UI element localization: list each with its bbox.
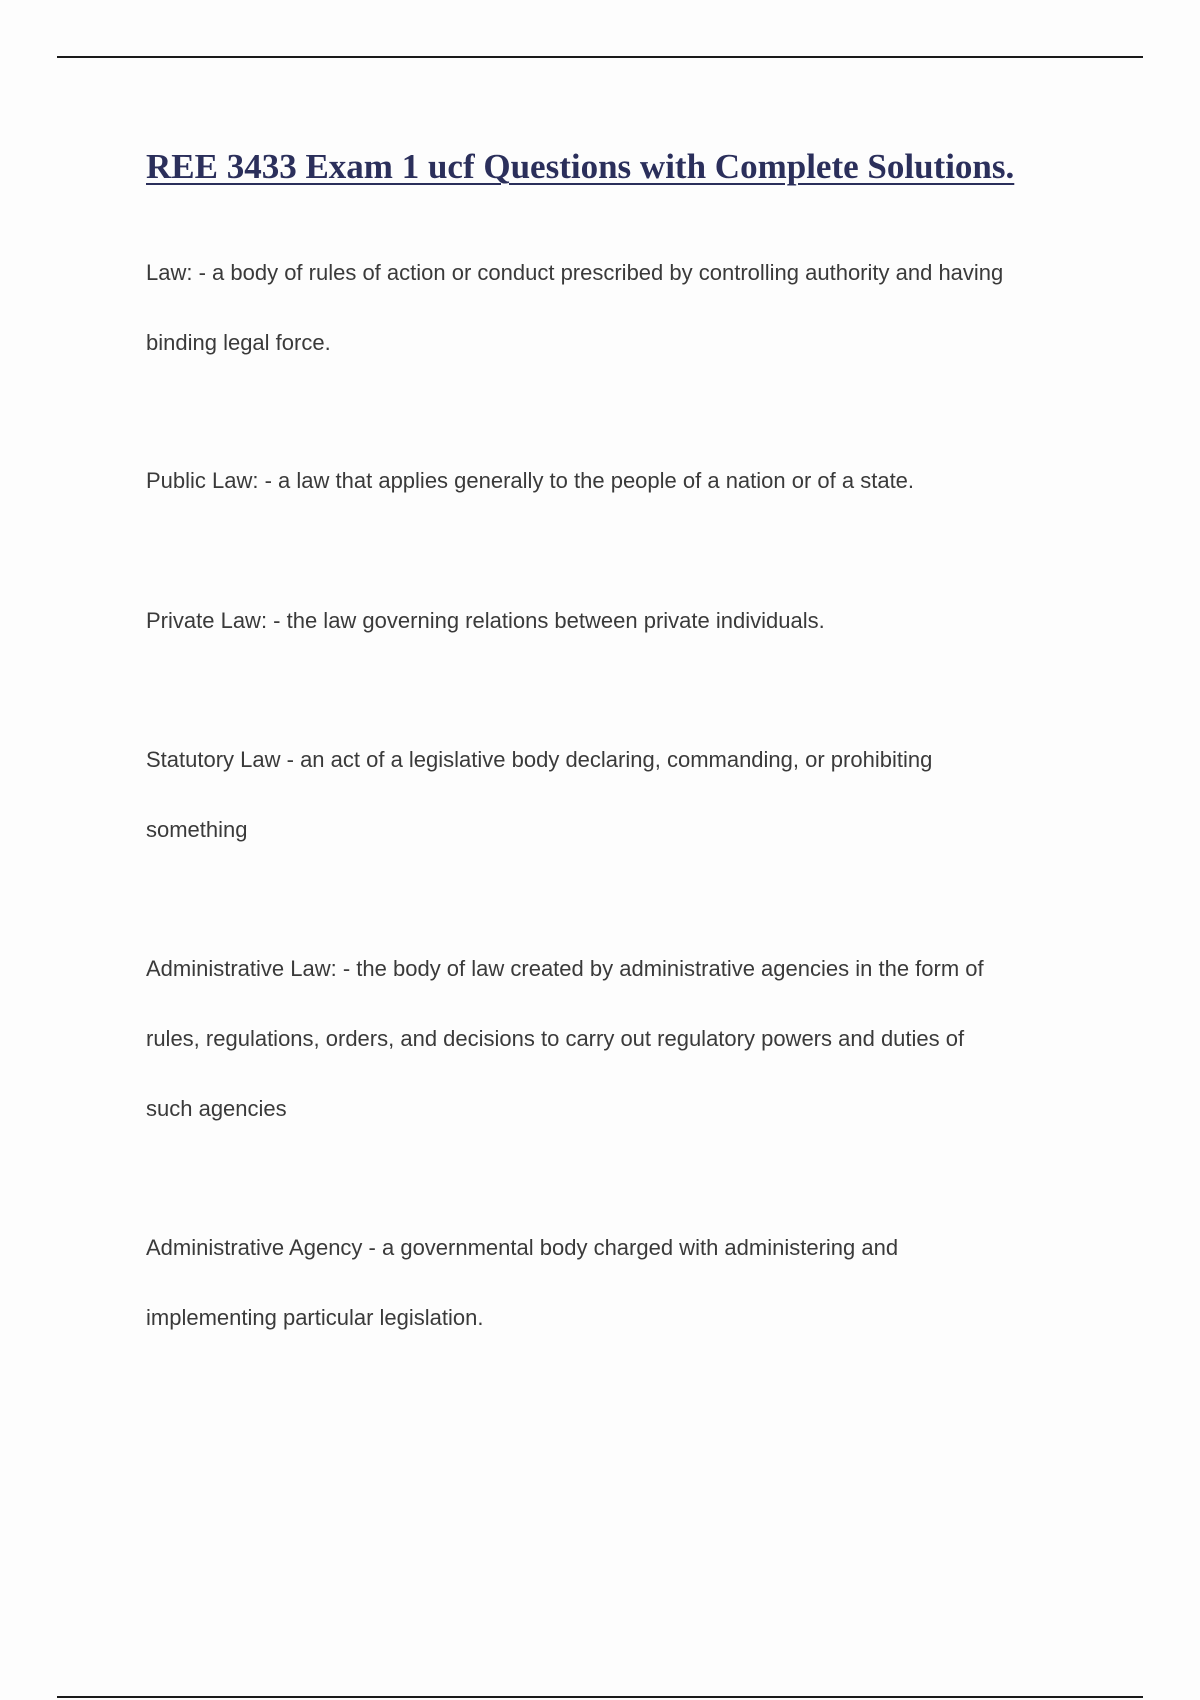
definition-entry-public-law — [146, 446, 1106, 516]
entry-line: Private Law: - the law governing relations between private individuals. — [146, 608, 825, 633]
top-rule — [57, 56, 1143, 58]
entry-line: binding legal force. — [146, 330, 331, 355]
entry-line: Administrative Agency - a governmental body charged with administering and — [146, 1235, 899, 1260]
entry-line: something — [146, 817, 248, 842]
definition-entry-administrative-agency — [146, 1213, 1106, 1353]
entry-line: Law: - a body of rules of action or conduct prescribed by controlling authority and having — [146, 260, 1004, 285]
entry-line: Public Law: - a law that applies generally to the people of a nation or of a state. — [146, 468, 915, 493]
definition-entry-law — [146, 238, 1106, 378]
definition-entry-statutory-law — [146, 725, 1106, 865]
entry-line: implementing particular legislation. — [146, 1305, 484, 1330]
bottom-rule — [57, 1696, 1143, 1698]
entry-line: such agencies — [146, 1096, 287, 1121]
definition-entry-private-law — [146, 586, 1106, 656]
entry-line: Administrative Law: - the body of law created by administrative agencies in the form of — [146, 956, 984, 981]
definition-entry-administrative-law — [146, 934, 1106, 1144]
entry-line: Statutory Law - an act of a legislative body declaring, commanding, or prohibiting — [146, 747, 933, 772]
document-title: REE 3433 Exam 1 ucf Questions with Complete Solutions. — [146, 147, 1015, 186]
entry-line: rules, regulations, orders, and decisions to carry out regulatory powers and duties of — [146, 1026, 965, 1051]
